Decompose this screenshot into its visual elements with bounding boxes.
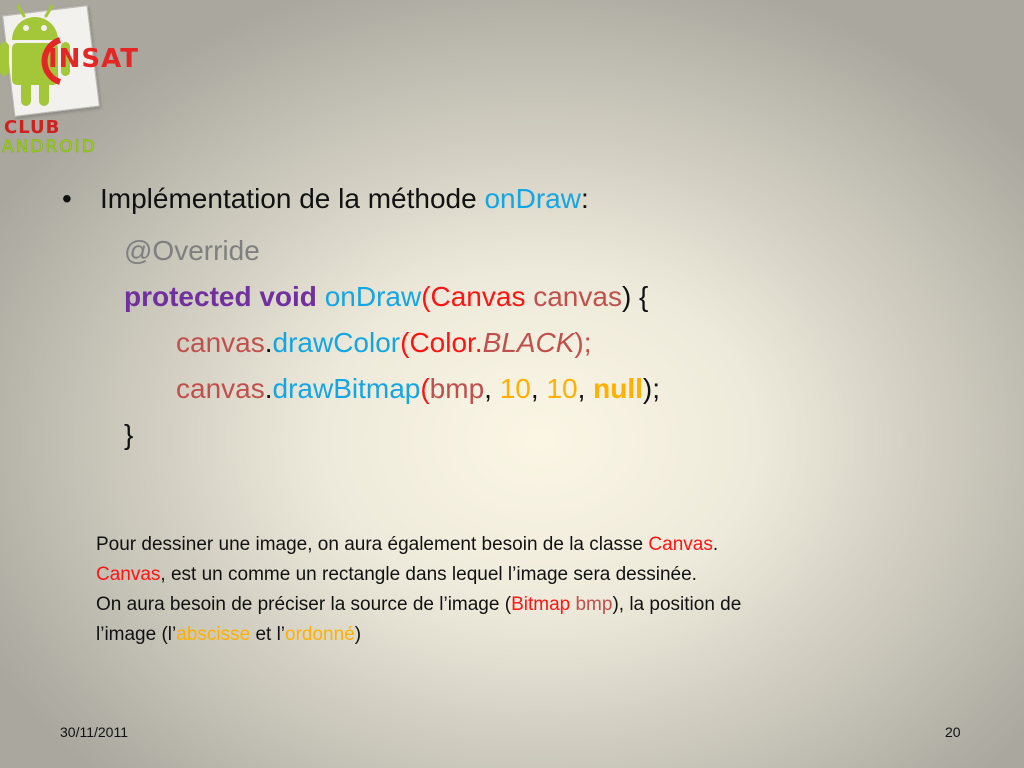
code-block — [124, 228, 660, 458]
code-line-override: @Override — [124, 235, 260, 266]
para-text: l’image (l’ — [96, 624, 177, 645]
para-line — [96, 590, 916, 620]
para-text: Pour dessiner une image, on aura également besoin de la classe — [96, 534, 649, 555]
code-keywords: protected void — [124, 281, 317, 312]
code-method: onDraw — [324, 281, 422, 312]
para-text: ) — [354, 624, 362, 645]
para-highlight: Canvas — [96, 564, 161, 585]
para-text: , est un comme un rectangle dans lequel l’image sera dessinée. — [160, 564, 697, 585]
club-android-insat-logo — [0, 0, 140, 160]
code-type: Canvas — [430, 281, 526, 312]
code-close: ) { — [621, 281, 649, 312]
para-text: ), la position de — [612, 594, 742, 615]
para-line — [96, 560, 916, 590]
code-comma: , — [577, 373, 594, 404]
code-arg: 10 — [546, 373, 578, 404]
bullet-symbol: • — [62, 183, 72, 214]
club-word: CLUB — [4, 117, 61, 138]
code-line-drawbitmap — [124, 366, 660, 412]
android-word: ANDROID — [2, 137, 97, 157]
code-line-drawcolor — [124, 320, 660, 366]
bullet-label: Implémentation de la méthode — [100, 183, 485, 214]
para-text: . — [712, 534, 719, 555]
code-dot: . — [264, 373, 273, 404]
para-highlight: bmp — [575, 594, 613, 615]
code-line-signature — [124, 274, 660, 320]
code-method: drawColor — [272, 327, 401, 358]
brand-name: INSAT — [48, 44, 139, 74]
footer-date: 30/11/2011 — [60, 724, 128, 740]
code-arg: null — [593, 373, 643, 404]
code-paren: ( — [420, 373, 430, 404]
code-arg: bmp — [429, 373, 485, 404]
code-arg: 10 — [499, 373, 531, 404]
code-close: ); — [574, 327, 592, 358]
code-const: BLACK — [482, 327, 575, 358]
para-highlight: abscisse — [176, 624, 256, 645]
para-line — [96, 620, 916, 650]
code-param: canvas — [533, 281, 622, 312]
method-name: onDraw — [484, 183, 581, 214]
code-line-brace: } — [124, 419, 134, 450]
slide-number: 20 — [945, 724, 961, 740]
para-text: et l’ — [255, 624, 286, 645]
code-obj: canvas — [176, 373, 265, 404]
explanation-paragraph — [96, 530, 916, 650]
code-obj: canvas — [176, 327, 265, 358]
code-close: ); — [642, 373, 661, 404]
code-comma: , — [484, 373, 500, 404]
code-class: Color. — [409, 327, 483, 358]
code-dot: . — [264, 327, 273, 358]
para-text: On aura besoin de préciser la source de l’image ( — [96, 594, 512, 615]
code-method: drawBitmap — [272, 373, 421, 404]
para-highlight: Bitmap — [511, 594, 571, 615]
code-comma: , — [530, 373, 547, 404]
para-highlight: ordonné — [285, 624, 355, 645]
code-paren: ( — [400, 327, 410, 358]
code-paren: ( — [421, 281, 431, 312]
bullet-colon: : — [580, 183, 589, 214]
bullet-text — [100, 180, 589, 218]
para-highlight: Canvas — [648, 534, 713, 555]
para-line — [96, 530, 916, 560]
